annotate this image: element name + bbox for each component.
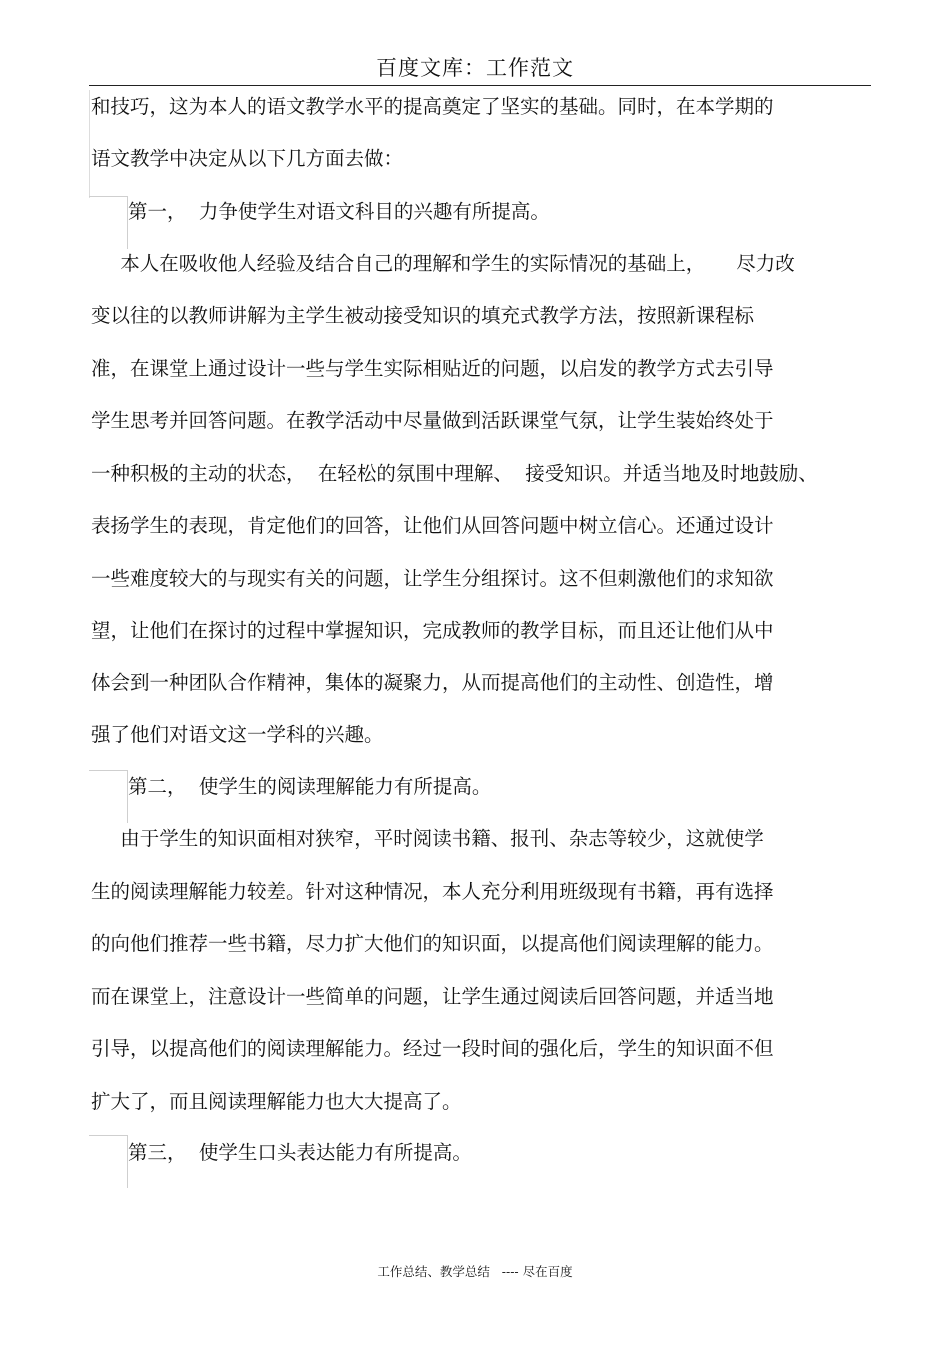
body-line: 由于学生的知识面相对狭窄，平时阅读书籍、报刊、杂志等较少，这就使学 <box>114 827 764 850</box>
body-line: 扩大了，而且阅读理解能力也大大提高了。 <box>91 1090 462 1113</box>
body-line: 而在课堂上，注意设计一些简单的问题，让学生通过阅读后回答问题，并适当地 <box>91 985 774 1008</box>
body-line: 强了他们对语文这一学科的兴趣。 <box>91 723 384 746</box>
body-line: 和技巧，这为本人的语文教学水平的提高奠定了坚实的基础。同时，在本学期的 <box>91 95 774 118</box>
heading-bracket <box>89 1135 128 1188</box>
body-line: 一种积极的主动的状态， 在轻松的氛围中理解、 接受知识。并适当地及时地鼓励、 <box>91 462 818 485</box>
body-line: 学生思考并回答问题。在教学活动中尽量做到活跃课堂气氛，让学生装始终处于 <box>91 409 774 432</box>
page-footer: 工作总结、教学总结 ---- 尽在百度 <box>377 1264 573 1279</box>
body-line: 的向他们推荐一些书籍，尽力扩大他们的知识面，以提高他们阅读理解的能力。 <box>91 932 774 955</box>
body-line: 语文教学中决定从以下几方面去做： <box>91 147 404 170</box>
body-line: 准，在课堂上通过设计一些与学生实际相贴近的问题，以启发的教学方式去引导 <box>91 357 774 380</box>
body-line: 变以往的以教师讲解为主学生被动接受知识的填充式教学方法，按照新课程标 <box>91 304 755 327</box>
section-heading-3: 第三， 使学生口头表达能力有所提高。 <box>128 1141 472 1164</box>
heading-bracket <box>89 770 128 823</box>
body-line: 本人在吸收他人经验及结合自己的理解和学生的实际情况的基础上， 尽力改 <box>114 252 795 275</box>
body-line: 体会到一种团队合作精神，集体的凝聚力，从而提高他们的主动性、创造性，增 <box>91 671 774 694</box>
header-divider <box>89 85 871 86</box>
section-heading-2: 第二， 使学生的阅读理解能力有所提高。 <box>128 775 492 798</box>
body-line: 表扬学生的表现，肯定他们的回答，让他们从回答问题中树立信心。还通过设计 <box>91 514 774 537</box>
section-heading-1: 第一， 力争使学生对语文科目的兴趣有所提高。 <box>128 200 550 223</box>
body-line: 引导，以提高他们的阅读理解能力。经过一段时间的强化后，学生的知识面不但 <box>91 1037 774 1060</box>
margin-mark <box>89 90 90 198</box>
body-line: 望，让他们在探讨的过程中掌握知识，完成教师的教学目标，而且还让他们从中 <box>91 619 774 642</box>
heading-bracket <box>89 196 128 249</box>
body-line: 一些难度较大的与现实有关的问题，让学生分组探讨。这不但刺激他们的求知欲 <box>91 567 774 590</box>
page-header-title: 百度文库：工作范文 <box>376 56 574 80</box>
body-line: 生的阅读理解能力较差。针对这种情况，本人充分利用班级现有书籍，再有选择 <box>91 880 774 903</box>
